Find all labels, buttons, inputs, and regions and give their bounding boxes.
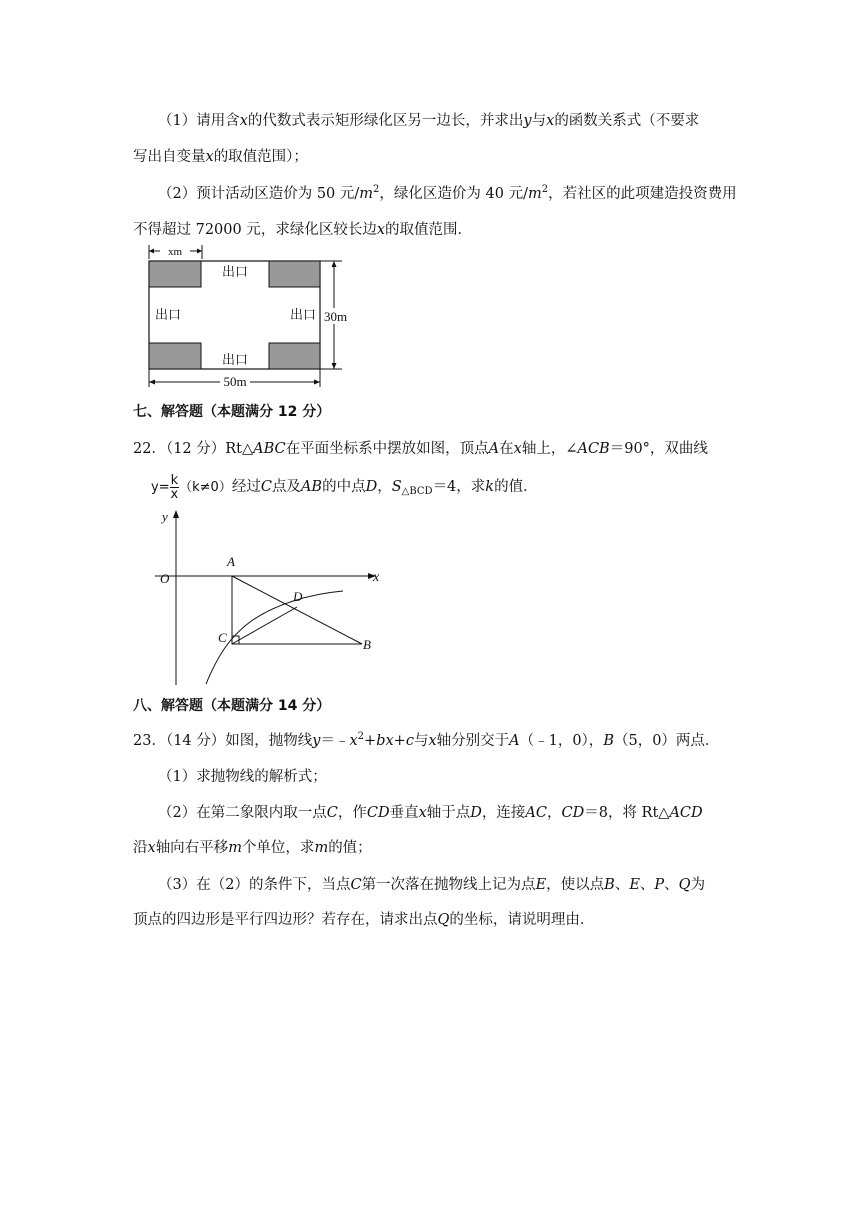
point-D-label: D xyxy=(293,589,303,604)
q21-50m-label: 50m xyxy=(223,374,247,389)
point-B-label: B xyxy=(363,637,371,652)
hyperbola-formula: y= $\frac{k}{x}$ （k≠0） xyxy=(151,473,232,502)
section-8-heading: 八、解答题（本题满分 14 分） xyxy=(133,698,331,714)
q22-line2: y= $\frac{k}{x}$ （k≠0）经过C点及AB的中点D，$S_{\triangle BCD}=4$，求k的值． xyxy=(151,473,538,502)
q21-xm-label: xm xyxy=(167,246,183,258)
q21-part1-line2: 写出自变量x的取值范围）； xyxy=(133,149,308,165)
point-A-label: A xyxy=(227,554,235,569)
exit-right: 出口 xyxy=(289,307,317,322)
q22-line1: 22．（12 分）Rt△ABC在平面坐标系中摆放如图，顶点A在x轴上，∠ACB＝90°，双曲线 xyxy=(133,441,708,457)
q23-part2-line1: （2）在第二象限内取一点C，作CD垂直x轴于点D，连接AC，CD＝8，将 Rt△ACD xyxy=(158,805,703,821)
y-axis-label: y xyxy=(162,509,168,524)
exit-left: 出口 xyxy=(154,307,182,322)
q23-part3-line2: 顶点的四边形是平行四边形？若存在，请求出点Q的坐标，请说明理由． xyxy=(133,912,595,928)
q21-part2-line1: （2）预计活动区造价为 50 元$/m^2$，绿化区造价为 40 元$/m^2$，若社区的此项建造投资费用 xyxy=(158,184,737,202)
section-7-heading: 七、解答题（本题满分 12 分） xyxy=(133,404,331,420)
q23-line1: 23．（14 分）如图，抛物线$y=﹣x^2+bx+c$与x轴分别交于A（﹣1，0），B（5，0）两点． xyxy=(133,731,720,749)
q21-part1-line1: （1）请用含x的代数式表示矩形绿化区另一边长，并求出y与x的函数关系式（不要求 xyxy=(158,113,700,129)
q22-figure xyxy=(150,505,390,690)
green-block-tr xyxy=(269,261,320,287)
q21-part2-line2: 不得超过 72000 元，求绿化区较长边x的取值范围． xyxy=(133,222,473,238)
green-block-bl xyxy=(149,343,201,369)
green-block-br xyxy=(269,343,320,369)
q21-figure xyxy=(140,243,360,393)
q21-30m-label: 30m xyxy=(324,309,348,324)
q23-part1: （1）求抛物线的解析式； xyxy=(158,769,327,785)
x-axis-label: x xyxy=(373,570,380,585)
point-C-label: C xyxy=(218,630,227,645)
green-block-tl xyxy=(149,261,201,287)
origin-label: O xyxy=(160,571,170,586)
q23-part3-line1: （3）在（2）的条件下，当点C第一次落在抛物线上记为点E，使以点B、E、P、Q为 xyxy=(158,877,706,893)
exit-bottom: 出口 xyxy=(221,352,249,367)
q23-part2-line2: 沿x轴向右平移m个单位，求m的值； xyxy=(133,840,372,856)
exit-top: 出口 xyxy=(221,264,249,279)
